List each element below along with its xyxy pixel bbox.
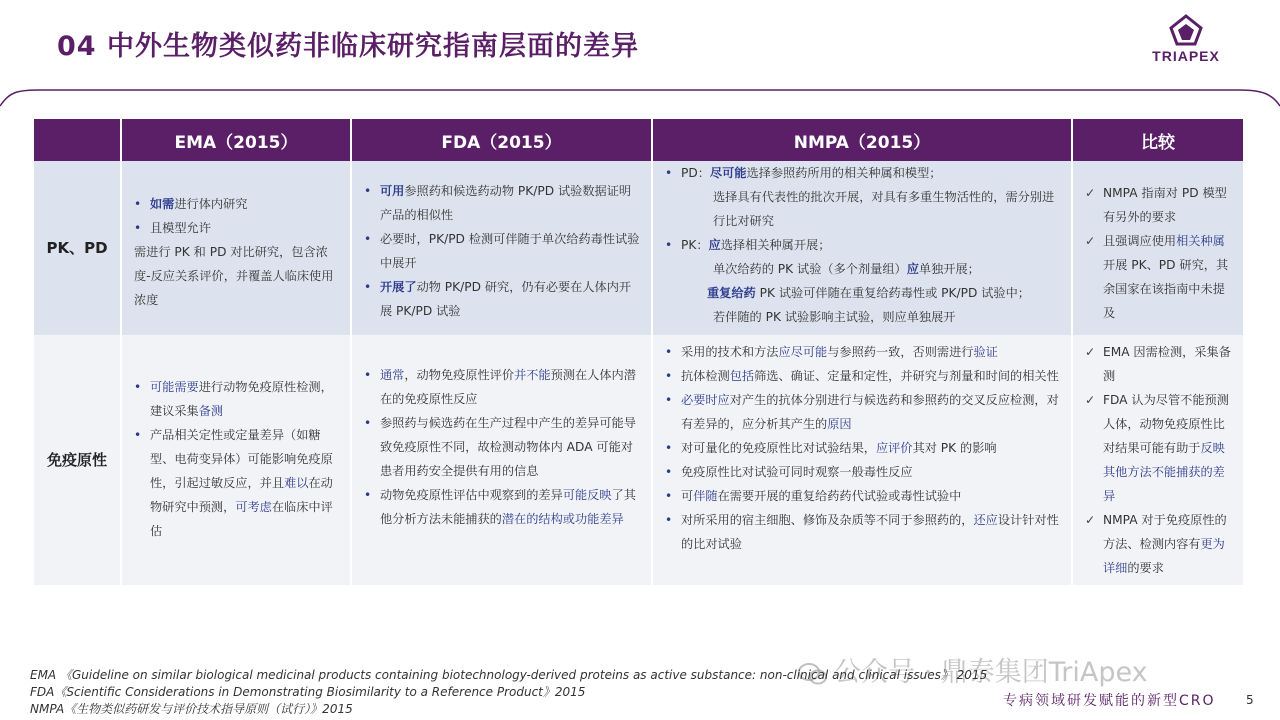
page-title: 04 中外生物类似药非临床研究指南层面的差异 bbox=[57, 31, 639, 62]
check-icon: ✓ bbox=[1085, 345, 1096, 359]
list-item: • PK：应选择相关种属开展； bbox=[665, 238, 831, 252]
row-label-pk-pd: PK、PD bbox=[34, 161, 121, 335]
triapex-logo-icon bbox=[1169, 14, 1203, 46]
list-item: • 免疫原性比对试验可同时观察一般毒性反应 bbox=[665, 465, 913, 479]
triapex-logo bbox=[1138, 14, 1234, 70]
cell-ema-immunogenicity bbox=[121, 335, 351, 585]
table-row-immunogenicity bbox=[34, 335, 1243, 585]
list-item: • 产品相关定性或定量差异（如糖型、电荷变异体）可能影响免疫原性，引起过敏反应，并且难以在动物研究中预测，可考虑在临床中评估 bbox=[134, 428, 333, 538]
cell-nmpa-pk-pd bbox=[652, 161, 1072, 335]
cell-compare-immunogenicity bbox=[1072, 335, 1243, 585]
header-curve-line bbox=[0, 70, 1280, 110]
check-icon: ✓ bbox=[1085, 393, 1096, 407]
header-compare: 比较 bbox=[1072, 119, 1243, 161]
list-item: ✓ FDA 认为尽管不能预测人体，动物免疫原性比对结果可能有助于反映其他方法不能捕获的差异 bbox=[1085, 388, 1233, 508]
list-item: • 对所采用的宿主细胞、修饰及杂质等不同于参照药的，还应设计针对性的比对试验 bbox=[665, 513, 1059, 551]
footnote-nmpa: NMPA《生物类似药研发与评价技术指导原则（试行）》2015 bbox=[30, 702, 353, 716]
nmpa-pd-detail: 选择具有代表性的批次开展，对具有多重生物活性的，需分别进行比对研究 bbox=[713, 190, 1055, 228]
list-item: • 动物免疫原性评估中观察到的差异可能反映了其他分析方法未能捕获的潜在的结构或功能差异 bbox=[364, 488, 636, 526]
check-icon: ✓ bbox=[1085, 234, 1096, 248]
row-label-immunogenicity: 免疫原性 bbox=[34, 335, 121, 585]
header-nmpa: NMPA（2015） bbox=[652, 119, 1072, 161]
page-number: 5 bbox=[1246, 693, 1254, 707]
cell-nmpa-immunogenicity bbox=[652, 335, 1072, 585]
cell-ema-pk-pd bbox=[121, 161, 351, 335]
header-fda: FDA（2015） bbox=[351, 119, 652, 161]
nmpa-pk-separate: 若伴随的 PK 试验影响主试验，则应单独展开 bbox=[713, 310, 956, 324]
list-item: • 可伴随在需要开展的重复给药药代试验或毒性试验中 bbox=[665, 489, 962, 503]
list-item: • 通常，动物免疫原性评价并不能预测在人体内潜在的免疫原性反应 bbox=[364, 368, 636, 406]
table-header-row bbox=[34, 119, 1243, 161]
cell-compare-pk-pd bbox=[1072, 161, 1243, 335]
list-item: • 且模型允许 bbox=[134, 221, 211, 235]
header-corner bbox=[34, 119, 121, 161]
comparison-table bbox=[34, 119, 1243, 585]
list-item: • 必要时，PK/PD 检测可伴随于单次给药毒性试验中展开 bbox=[364, 232, 640, 270]
cell-fda-immunogenicity bbox=[351, 335, 652, 585]
nmpa-pk-repeat-dose: 重复给药 PK 试验可伴随在重复给药毒性或 PK/PD 试验中； bbox=[707, 286, 1030, 300]
list-item: • 参照药与候选药在生产过程中产生的差异可能导致免疫原性不同，故检测动物体内 ADA 可能对患者用药安全提供有用的信息 bbox=[364, 416, 636, 478]
list-item: • 采用的技术和方法应尽可能与参照药一致，否则需进行验证 bbox=[665, 345, 998, 359]
nmpa-pk-single-dose: 单次给药的 PK 试验（多个剂量组）应单独开展； bbox=[713, 262, 980, 276]
footnote-ema: EMA 《Guideline on similar biological medicinal products containing biotechnology-derived proteins as active substance: non-clinical and clinical issues》 2015 bbox=[30, 668, 988, 682]
footnotes bbox=[30, 667, 987, 718]
list-item: ✓ NMPA 指南对 PD 模型有另外的要求 bbox=[1085, 181, 1233, 229]
slogan: 专病领域研发赋能的新型CRO bbox=[1003, 693, 1216, 709]
check-icon: ✓ bbox=[1085, 513, 1096, 527]
list-item: • 必要时应对产生的抗体分别进行与候选药和参照药的交叉反应检测，对有差异的，应分析其产生的原因 bbox=[665, 393, 1059, 431]
list-item: ✓ EMA 因需检测，采集备测 bbox=[1085, 340, 1233, 388]
check-icon: ✓ bbox=[1085, 186, 1096, 200]
list-item: • 可用参照药和候选药动物 PK/PD 试验数据证明产品的相似性 bbox=[364, 184, 632, 222]
ema-pk-pd-paragraph: 需进行 PK 和 PD 对比研究，包含浓度-反应关系评价，并覆盖人临床使用浓度 bbox=[134, 245, 334, 307]
list-item: ✓ 且强调应使用相关种属开展 PK、PD 研究，其余国家在该指南中未提及 bbox=[1085, 229, 1233, 325]
list-item: • 开展了动物 PK/PD 研究，仍有必要在人体内开展 PK/PD 试验 bbox=[364, 280, 632, 318]
footnote-fda: FDA《Scientific Considerations in Demonstrating Biosimilarity to a Reference Product》2015 bbox=[30, 685, 586, 699]
list-item: • 如需进行体内研究 bbox=[134, 197, 248, 211]
list-item: • 可能需要进行动物免疫原性检测，建议采集备测 bbox=[134, 380, 333, 418]
list-item: ✓ NMPA 对于免疫原性的方法、检测内容有更为详细的要求 bbox=[1085, 508, 1233, 580]
list-item: • 抗体检测包括筛选、确证、定量和定性，并研究与剂量和时间的相关性 bbox=[665, 369, 1059, 383]
list-item: • 对可量化的免疫原性比对试验结果，应评价其对 PK 的影响 bbox=[665, 441, 997, 455]
logo-text: TRIAPEX bbox=[1152, 48, 1220, 64]
header-ema: EMA（2015） bbox=[121, 119, 351, 161]
list-item: • PD：尽可能选择参照药所用的相关种属和模型； bbox=[665, 166, 942, 180]
cell-fda-pk-pd bbox=[351, 161, 652, 335]
table-row-pk-pd bbox=[34, 161, 1243, 335]
watermark: 公众号 · 鼎泰集团TriApex bbox=[798, 650, 1148, 689]
